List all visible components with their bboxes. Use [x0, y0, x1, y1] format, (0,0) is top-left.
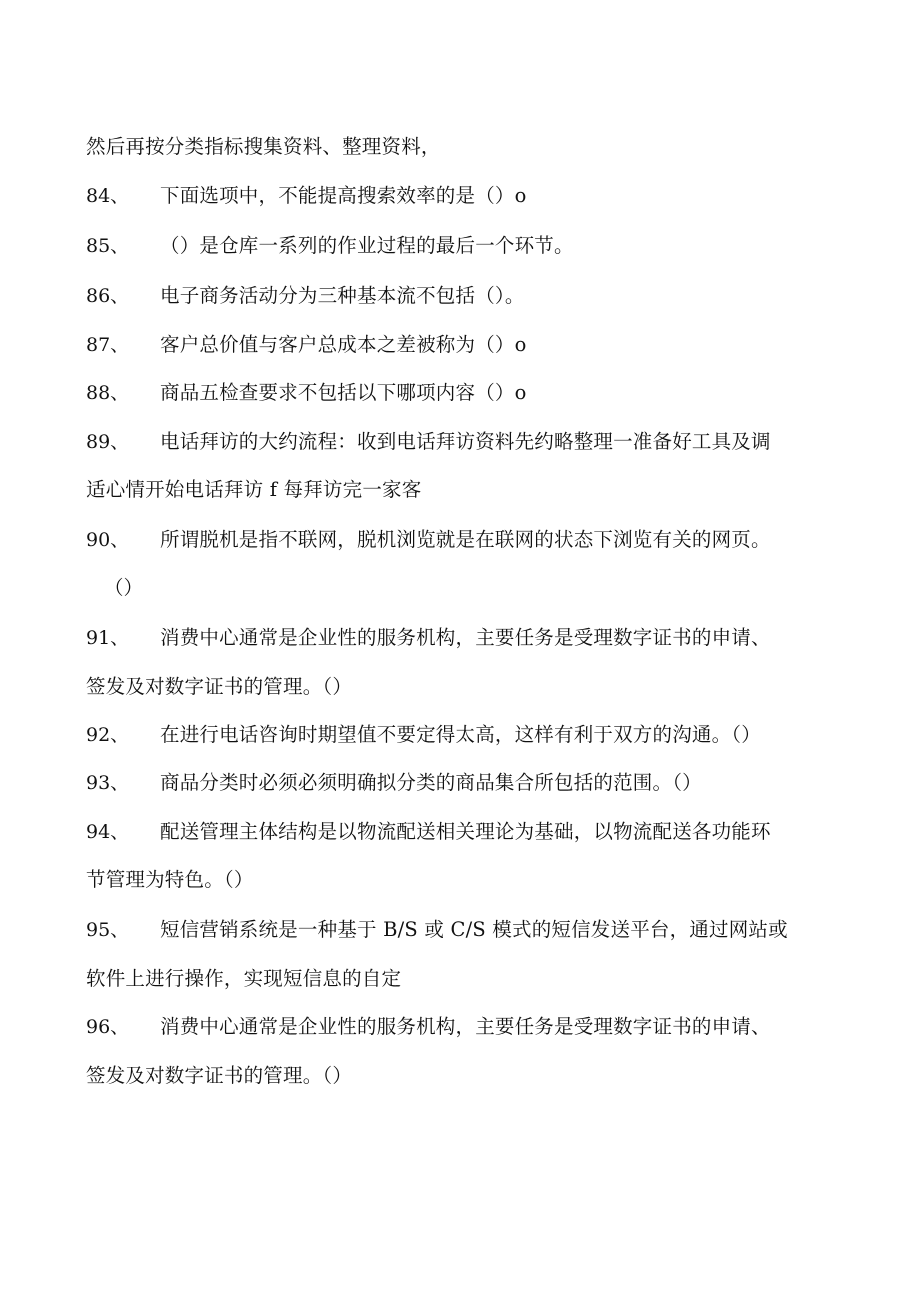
question-number-93: 93、	[86, 772, 130, 794]
question-number-92: 92、	[86, 724, 130, 746]
question-number-91: 91、	[86, 627, 130, 649]
question-text-94-continued: 节管理为特色。（）	[86, 868, 254, 891]
question-text-96-continued: 签发及对数字证书的管理。（）	[86, 1064, 353, 1087]
question-number-90: 90、	[86, 529, 130, 551]
lead-line: 然后再按分类指标搜集资料、整理资料，	[86, 135, 441, 158]
question-text-90-continued: （）	[104, 576, 144, 599]
question-text-85: （）是仓库一系列的作业过程的最后一个环节。	[160, 234, 574, 257]
question-text-96: 消费中心通常是企业性的服务机构，主要任务是受理数字证书的申请、	[160, 1015, 771, 1038]
question-number-87: 87、	[86, 334, 130, 356]
question-number-85: 85、	[86, 235, 130, 257]
question-text-93: 商品分类时必须必须明确拟分类的商品集合所包括的范围。（）	[160, 771, 702, 794]
question-text-87: 客户总价值与客户总成本之差被称为（）o	[160, 333, 527, 356]
question-text-94: 配送管理主体结构是以物流配送相关理论为基础，以物流配送各功能环	[160, 820, 771, 843]
question-text-95: 短信营销系统是一种基于 B/S 或 C/S 模式的短信发送平台，通过网站或	[160, 918, 788, 941]
question-text-91: 消费中心通常是企业性的服务机构，主要任务是受理数字证书的申请、	[160, 626, 771, 649]
question-number-86: 86、	[86, 285, 130, 307]
question-text-91-continued: 签发及对数字证书的管理。（）	[86, 675, 353, 698]
question-text-92: 在进行电话咨询时期望值不要定得太高，这样有利于双方的沟通。（）	[160, 723, 761, 746]
question-text-86: 电子商务活动分为三种基本流不包括（）。	[160, 284, 525, 307]
question-text-88: 商品五检查要求不包括以下哪项内容（）o	[160, 381, 527, 404]
question-number-89: 89、	[86, 431, 130, 453]
question-text-89-continued: 适心情开始电话拜访 f 每拜访完一家客	[86, 478, 422, 501]
question-number-88: 88、	[86, 382, 130, 404]
question-text-89: 电话拜访的大约流程：收到电话拜访资料先约略整理一准备好工具及调	[160, 430, 771, 453]
question-number-96: 96、	[86, 1016, 130, 1038]
question-text-95-continued: 软件上进行操作，实现短信息的自定	[86, 967, 402, 990]
question-number-84: 84、	[86, 185, 130, 207]
question-text-84: 下面选项中，不能提高搜索效率的是（）o	[160, 184, 527, 207]
question-number-94: 94、	[86, 821, 130, 843]
question-number-95: 95、	[86, 919, 130, 941]
question-text-90: 所谓脱机是指不联网，脱机浏览就是在联网的状态下浏览有关的网页。	[160, 528, 771, 551]
